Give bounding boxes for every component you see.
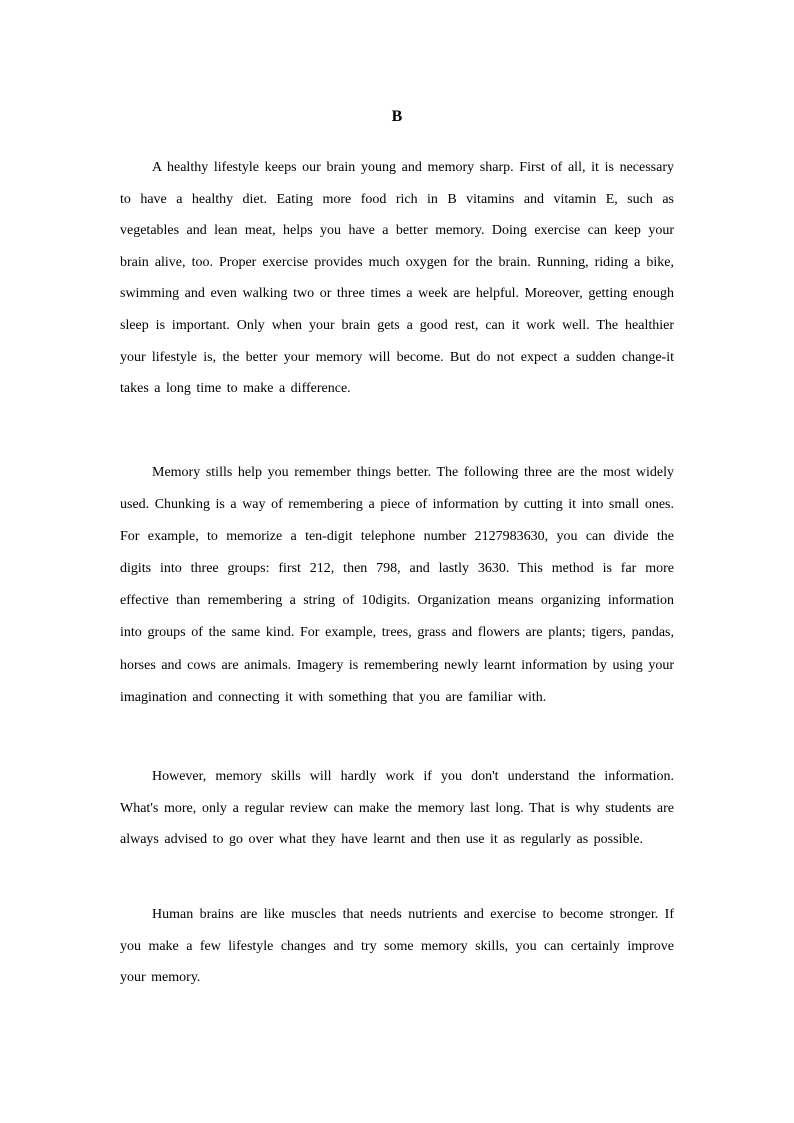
section-title: B (391, 108, 403, 125)
paragraph-memory-skills: Memory stills help you remember things better. The following three are the most widely used. Chunking is a way of remembering a piece of information by cutting it into small ones. For example, to memorize a ten-digit telephone number 2127983630, you can divide the digits into three groups: first 212, then 798, and lastly 3630. This method is far more effective than remembering a string of 10digits. Organization means organizing information into groups of the same kind. For example, trees, grass and flowers are plants; tigers, pandas, horses and cows are animals. Imagery is remembering newly learnt information by using your imagination and connecting it with something that you are familiar with. (120, 465, 674, 705)
paragraph-lifestyle: A healthy lifestyle keeps our brain young and memory sharp. First of all, it is necessary to have a healthy diet. Eating more food rich in B vitamins and vitamin E, such as vegetables and lean meat, helps you have a better memory. Doing exercise can keep your brain alive, too. Proper exercise provides much oxygen for the brain. Running, riding a bike, swimming and even walking two or three times a week are helpful. Moreover, getting enough sleep is important. Only when your brain gets a good rest, can it work well. The healthier your lifestyle is, the better your memory will become. But do not expect a sudden change-it takes a long time to make a difference. (120, 160, 674, 397)
paragraph-review: However, memory skills will hardly work if you don't understand the information. What's more, only a regular review can make the memory last long. That is why students are always advised to go over what they have learnt and then use it as regularly as possible. (120, 769, 674, 848)
paragraph-conclusion: Human brains are like muscles that needs nutrients and exercise to become stronger. If you make a few lifestyle changes and try some memory skills, you can certainly improve your memory. (120, 907, 674, 986)
